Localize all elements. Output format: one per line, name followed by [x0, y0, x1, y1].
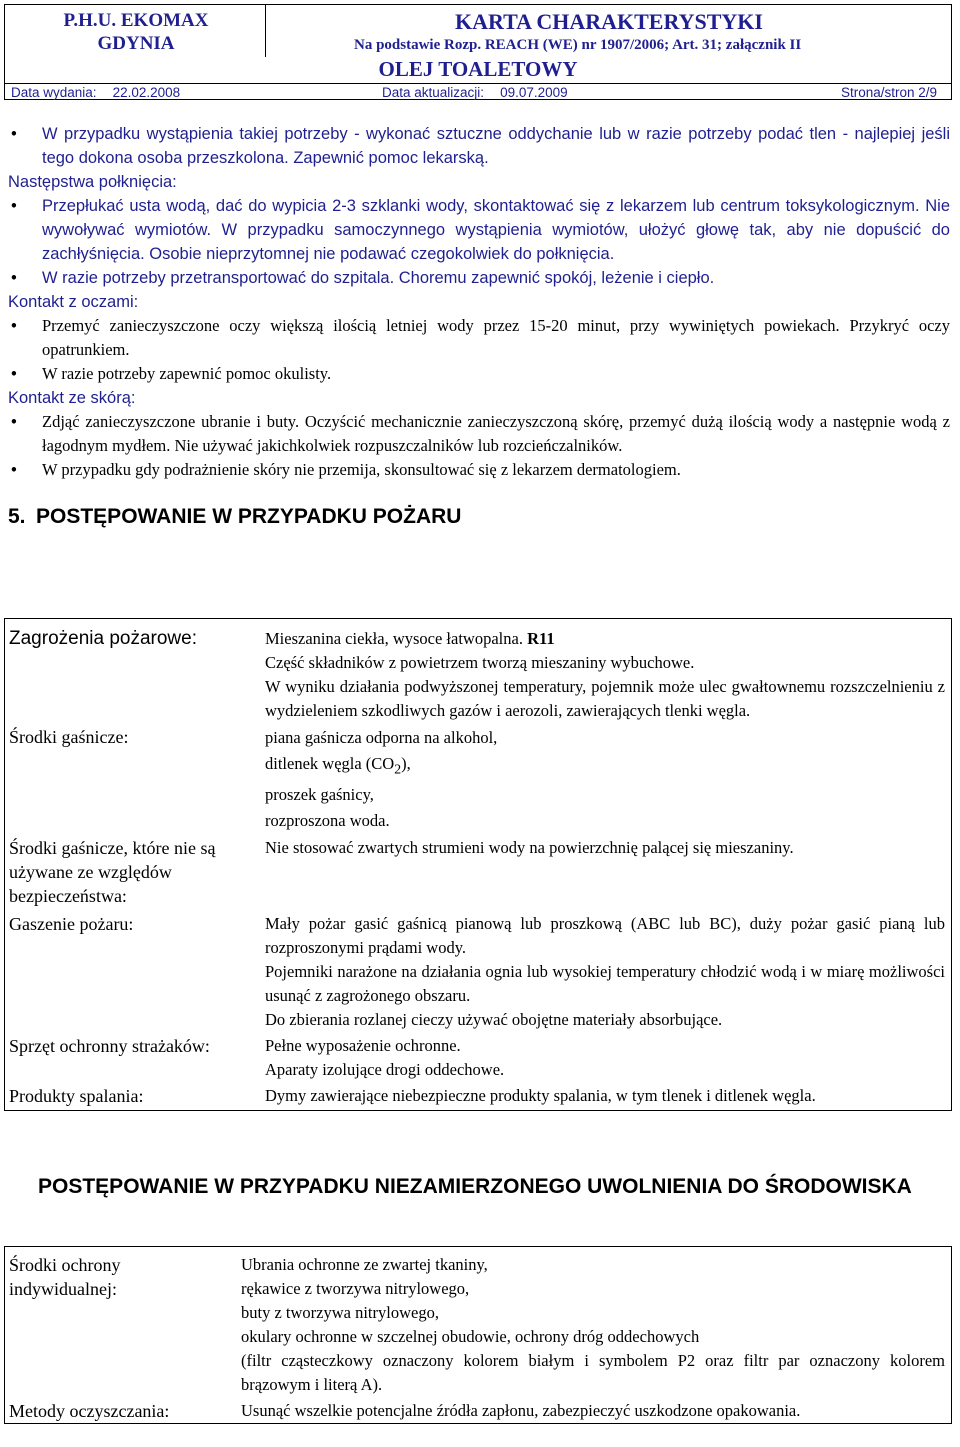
list-item	[8, 410, 950, 458]
list-item-text: Zdjąć zanieczyszczone ubranie i buty. Oczyścić mechanicznie zanieczyszczoną skórę, przemyć dużą ilością wody a następnie wodą z łagodnym mydłem. Nie używać jakichkolwiek rozpuszczalników lub rozcieńczalników.	[42, 412, 950, 455]
media-item: rozproszona woda.	[265, 811, 390, 831]
swallow-list	[8, 194, 950, 290]
table-row	[5, 723, 951, 834]
company-city: GDYNIA	[97, 33, 175, 54]
bullet-icon: •	[11, 460, 17, 479]
product-name: OLEJ TOALETOWY	[378, 57, 578, 81]
header-divider	[265, 5, 266, 57]
bullet-icon: •	[11, 412, 17, 431]
row-label: Środki ochrony indywidualnej:	[9, 1255, 121, 1299]
list-item	[8, 362, 950, 386]
ppe-text: (filtr cząsteczkowy oznaczony kolorem białym i symbolem P2 oraz filtr par oznaczony kolorem brązowym i literą A).	[241, 1351, 945, 1394]
row-value	[265, 725, 951, 834]
fire-fighting-table	[4, 618, 952, 1111]
hazard-text: W wyniku działania podwyższonej temperatury, pojemnik może ulec gwałtownemu rozszczelnieniu z wydzieleniem szkodliwych gazów i aerozoli, zawierających tlenki węgla.	[265, 677, 945, 720]
row-label: Produkty spalania:	[9, 1086, 144, 1107]
page-number: Strona/stron 2/9	[840, 85, 937, 100]
list-item-text: W przypadku wystąpienia takiej potrzeby - wykonać sztuczne oddychanie lub w razie potrzeby podać tlen - najlepiej jeśli tego dokona osoba przeszkolona. Zapewnić pomoc lekarską.	[42, 125, 950, 167]
list-item	[8, 458, 950, 482]
list-item	[8, 314, 950, 362]
inhalation-list	[8, 122, 950, 170]
extinguishing-text: Do zbierania rozlanej cieczy używać obojętne materiały absorbujące.	[265, 1010, 723, 1030]
row-value: Nie stosować zwartych strumieni wody na powierzchnię palącej się mieszaniny.	[265, 838, 794, 858]
update-date-label: Data aktualizacji:	[382, 85, 485, 100]
first-aid-continued	[8, 122, 950, 530]
section-5-heading	[8, 504, 950, 530]
table-row	[5, 908, 951, 1032]
eye-contact-list	[8, 314, 950, 386]
table-row	[5, 1032, 951, 1082]
row-value: Usunąć wszelkie potencjalne źródła zapłonu, zabezpieczyć uszkodzone opakowania.	[241, 1401, 801, 1420]
issue-date-label: Data wydania:	[11, 85, 97, 100]
section-6-heading	[8, 1174, 950, 1200]
table-row	[5, 1247, 951, 1397]
row-label: Sprzęt ochronny strażaków:	[9, 1036, 210, 1057]
media-text: ),	[401, 754, 411, 773]
bullet-icon: •	[11, 316, 17, 335]
list-item	[8, 194, 950, 266]
bullet-icon: •	[11, 268, 17, 287]
row-label: Metody oczyszczania:	[9, 1401, 170, 1421]
bullet-icon: •	[11, 196, 17, 215]
row-label: Środki gaśnicze, które nie są używane ze względów bezpieczeństwa:	[9, 838, 216, 907]
ppe-text: Ubrania ochronne ze zwartej tkaniny,	[241, 1255, 488, 1274]
company-name: P.H.U. EKOMAX	[63, 10, 209, 31]
media-subscript: 2	[394, 761, 402, 777]
list-item-text: W razie potrzeby zapewnić pomoc okulisty.	[42, 364, 332, 383]
update-date-value: 09.07.2009	[500, 85, 568, 100]
row-value	[241, 1253, 951, 1397]
regulation-reference: Na podstawie Rozp. REACH (WE) nr 1907/2006; Art. 31; załącznik II	[354, 37, 802, 53]
section-6	[8, 1174, 950, 1200]
row-value	[265, 912, 951, 1032]
ppe-text: buty z tworzywa nitrylowego,	[241, 1303, 439, 1322]
header-rule	[5, 83, 951, 84]
media-item: piana gaśnicza odporna na alkohol,	[265, 728, 498, 747]
swallow-heading: Następstwa połknięcia:	[8, 173, 177, 191]
document-title: KARTA CHARAKTERYSTYKI	[455, 9, 763, 34]
issue-date-value: 22.02.2008	[112, 85, 181, 100]
extinguishing-text: Pojemniki narażone na działania ognia lub wysokiej temperatury chłodzić wodą i w miarę możliwości usunąć z zagrożonego obszaru.	[265, 962, 945, 1006]
document-header	[4, 4, 952, 100]
list-item-text: Przepłukać usta wodą, dać do wypicia 2-3 szklanki wody, skontaktować się z lekarzem lub centrum toksykologicznym. Nie wywoływać wymiotów. W przypadku samoczynnego wystąpienia wymiotów, ułożyć głowę tak, aby nie dopuścić do zachłyśnięcia. Osobie nieprzytomnej nie podawać czegokolwiek do połknięcia.	[42, 197, 950, 263]
row-value: Dymy zawierające niebezpieczne produkty spalania, w tym tlenek i ditlenek węgla.	[265, 1086, 816, 1106]
ppe-text: rękawice z tworzywa nitrylowego,	[241, 1279, 470, 1298]
list-item-text: W przypadku gdy podrażnienie skóry nie przemija, skonsultować się z lekarzem dermatologiem.	[42, 460, 681, 479]
extinguishing-text: Mały pożar gasić gaśnicą pianową lub proszkową (ABC lub BC), duży pożar gasić pianą lub rozproszonymi prądami wody.	[265, 914, 945, 958]
accidental-release-table	[4, 1246, 952, 1424]
row-label: Gaszenie pożaru:	[9, 914, 134, 935]
section-number	[8, 1174, 38, 1200]
hazard-text: Część składników z powietrzem tworzą mieszaniny wybuchowe.	[265, 653, 695, 672]
section-title: POSTĘPOWANIE W PRZYPADKU NIEZAMIERZONEGO UWOLNIENIA DO ŚRODOWISKA	[38, 1175, 912, 1198]
row-value	[265, 1034, 951, 1082]
media-item	[265, 751, 945, 782]
eye-contact-heading: Kontakt z oczami:	[8, 293, 139, 311]
table-row	[5, 1082, 951, 1110]
update-date	[382, 85, 568, 101]
skin-contact-heading: Kontakt ze skórą:	[8, 389, 136, 407]
media-text: ditlenek węgla (CO	[265, 754, 395, 773]
table-row	[5, 1397, 951, 1423]
bullet-icon: •	[11, 364, 17, 383]
media-item: proszek gaśnicy,	[265, 785, 374, 805]
list-item	[8, 266, 950, 290]
list-item-text: Przemyć zanieczyszczone oczy większą ilością letniej wody przez 15-20 minut, przy wywiniętych powiekach. Przykryć oczy opatrunkiem.	[42, 316, 950, 359]
ppe-text: Pełne wyposażenie ochronne.	[265, 1036, 461, 1056]
table-row	[5, 619, 951, 723]
risk-phrase: R11	[527, 629, 555, 648]
row-label: Środki gaśnicze:	[9, 727, 129, 747]
section-title: POSTĘPOWANIE W PRZYPADKU POŻARU	[36, 505, 462, 528]
ppe-text: Aparaty izolujące drogi oddechowe.	[265, 1060, 505, 1080]
bullet-icon: •	[11, 124, 17, 143]
skin-contact-list	[8, 410, 950, 482]
section-number: 5.	[8, 505, 26, 528]
row-label: Zagrożenia pożarowe:	[9, 628, 197, 649]
issue-date	[11, 85, 180, 101]
ppe-text: okulary ochronne w szczelnej obudowie, ochrony dróg oddechowych	[241, 1327, 700, 1346]
table-row	[5, 834, 951, 908]
list-item	[8, 122, 950, 170]
row-value	[265, 627, 951, 723]
list-item-text: W razie potrzeby przetransportować do szpitala. Choremu zapewnić spokój, leżenie i ciepło.	[42, 269, 715, 287]
hazard-text: Mieszanina ciekła, wysoce łatwopalna.	[265, 629, 523, 648]
